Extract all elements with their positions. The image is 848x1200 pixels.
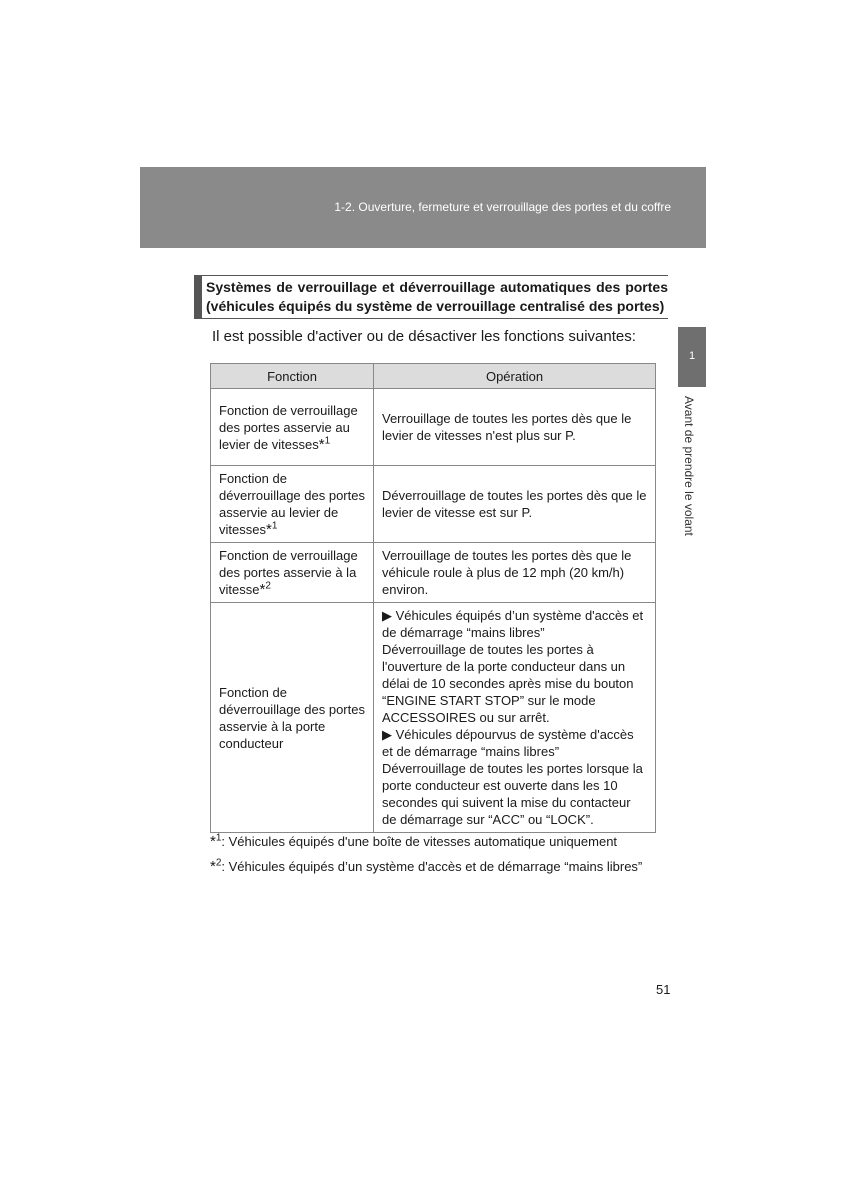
function-table [210, 363, 656, 833]
chapter-tab [678, 327, 706, 387]
operation-line: ▶ Véhicules dépourvus de système d'accès et de démarrage “mains libres” [382, 727, 634, 759]
operation-cell: Verrouillage de toutes les portes dès que le véhicule roule à plus de 12 mph (20 km/h) environ. [374, 543, 656, 603]
table-header-operation: Opération [374, 364, 656, 389]
footnote-ref: 1 [271, 520, 278, 532]
section-title: Systèmes de verrouillage et déverrouillage automatiques des portes (véhicules équipés du système de verrouillage centralisé des portes) [206, 279, 668, 314]
footnote: *$^1$: Véhicules équipés d'une boîte de vitesses automatique uniquement [210, 832, 618, 850]
chapter-tab-label: Avant de prendre le volant [682, 396, 696, 536]
operation-cell: Déverrouillage de toutes les portes dès que le levier de vitesse est sur P. [374, 466, 656, 543]
chapter-title: 1-2. Ouverture, fermeture et verrouillage des portes et du coffre [334, 200, 671, 214]
section-heading-bar [194, 276, 202, 318]
operation-line: ▶ Véhicules équipés d’un système d'accès et de démarrage “mains libres” [382, 608, 644, 640]
function-cell: Fonction de déverrouillage des portes asservie à la porte conducteur [211, 603, 374, 833]
intro-text: Il est possible d'activer ou de désactiver les fonctions suivantes: [212, 328, 636, 345]
function-cell: Fonction de verrouillage des portes asservie à la vitesse*$^2$ [211, 543, 374, 603]
operation-cell [374, 603, 656, 833]
table-header-fonction: Fonction [211, 364, 374, 389]
footnote-ref: 1 [324, 435, 331, 447]
operation-cell: Verrouillage de toutes les portes dès que le levier de vitesses n'est plus sur P. [374, 389, 656, 466]
header-band [140, 167, 706, 248]
table-header-row [211, 364, 656, 389]
table-row [211, 603, 656, 833]
section-heading [194, 275, 668, 319]
page-number: 51 [656, 982, 671, 997]
operation-line: Déverrouillage de toutes les portes lorsque la porte conducteur est ouverte dans les 10 secondes qui suivent la mise du contacteur de démarrage sur “ACC” ou “LOCK”. [382, 761, 643, 827]
chapter-tab-number: 1 [688, 350, 696, 362]
footnote: *$^2$: Véhicules équipés d’un système d'accès et de démarrage “mains libres” [210, 857, 643, 875]
footnotes [210, 833, 642, 883]
operation-line: Déverrouillage de toutes les portes à l'ouverture de la porte conducteur dans un délai de 10 secondes après mise du bouton “ENGINE START STOP” sur le mode ACCESSOIRES ou sur arrêt. [382, 642, 634, 725]
function-cell: Fonction de déverrouillage des portes asservie au levier de vitesses*$^1$ [211, 466, 374, 543]
footnote-ref: 2 [265, 580, 271, 592]
table-row [211, 389, 656, 466]
function-cell: Fonction de verrouillage des portes asservie au levier de vitesses*$^1$ [211, 389, 374, 466]
table-row [211, 466, 656, 543]
table-row [211, 543, 656, 603]
